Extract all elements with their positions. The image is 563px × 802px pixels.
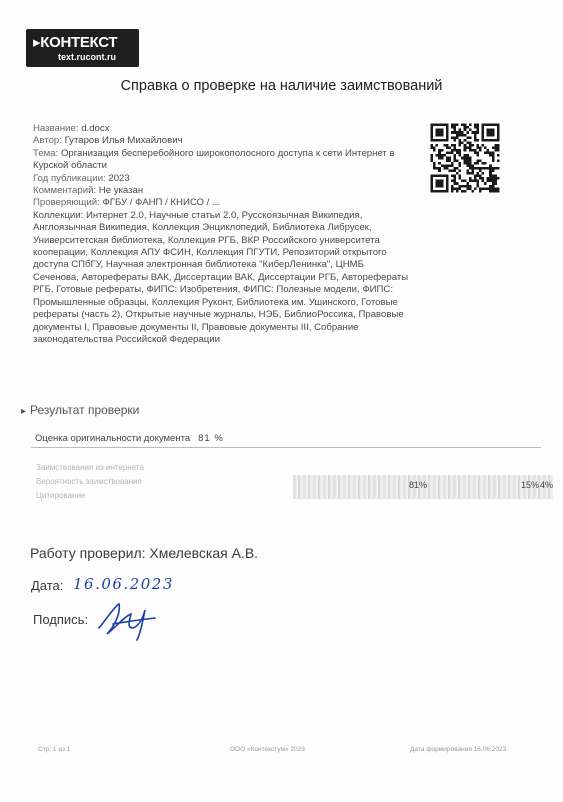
info-author: Автор: Гутаров Илья Михайлович (33, 135, 183, 147)
originality-bar (293, 475, 553, 499)
result-box (27, 428, 554, 511)
logo-brand: ▸КОНТЕКСТ (33, 34, 118, 51)
footer-center: ООО «Контекстум» 2023 (230, 746, 305, 753)
footer-left: Стр. 1 из 1 (38, 746, 71, 753)
collapse-triangle-icon: ▸ (21, 406, 27, 417)
page-title: Справка о проверке на наличие заимствований (120, 78, 443, 94)
kontekst-logo (26, 29, 139, 67)
signature-image (93, 598, 159, 642)
date-label: Дата: (31, 578, 64, 593)
info-theme: Тема: Организация бесперебойного широкополосного доступа к сети Интернет в Курской области (33, 147, 395, 172)
section-title: ▸ Результат проверки (21, 403, 140, 417)
info-filename: Название: d.docx (33, 123, 110, 134)
result-row-1: Заимствования из интернета (36, 463, 144, 472)
logo-site: text.rucont.ru (58, 52, 117, 62)
divider (31, 447, 541, 448)
signature-label: Подпись: (33, 612, 89, 627)
pct-original: 81% (409, 480, 428, 490)
pct-borrowed: 15% (521, 480, 540, 490)
document-info (33, 123, 411, 346)
pct-cited: 4% (540, 480, 554, 490)
info-checker: Проверяющий: ФГБУ / ФАНП / КНИСО / ... (33, 197, 221, 209)
checked-by: Работу проверил: Хмелевская А.В. (30, 545, 259, 561)
info-comment: Комментарий: Не указан (33, 185, 144, 197)
result-row-3: Цитирование (36, 491, 86, 500)
date-handwritten: 16.06.2023 (73, 575, 174, 593)
info-year: Год публикации: 2023 (33, 172, 130, 184)
info-collections: Коллекции: Интернет 2.0, Научные статьи 2.0, Русскоязычная Википедия, Англоязычная Википедия, Коллекция Энциклопедий, Библиотека Либрусек, Университетская библиотека, Коллекция РГБ, ВКР Российского университета кооперации, Коллекция АПУ ФСИН, Коллекция ПГУТИ, Репозиторий открытого доступа СПбГУ, Научная электронная библиотека "КиберЛенинка", ЦНМБ Сеченова, Авторефераты ВАК, Диссертации ВАК, Диссертации РГБ, Авторефераты РГБ, Готовые рефераты, ФИПС: Изобретения, ФИПС: Полезные модели, ФИПС: Промышленные образцы, Коллекция Руконт, Библиотека им. Ушинского, Готовые рефераты (часть 2), Открытые научные журналы, НЭБ, БиблиоРоссика, Правовые документы I, Правовые документы II, Правовые документы III, Собрание законодательства Российской Федерации (33, 209, 409, 345)
footer-right: Дата формирования 16.06.2023 (410, 746, 507, 753)
qr-code-icon (428, 119, 502, 197)
originality-line: Оценка оригинальности документа 81 % (35, 433, 224, 444)
result-row-2: Вероятность заимствования (36, 477, 142, 486)
